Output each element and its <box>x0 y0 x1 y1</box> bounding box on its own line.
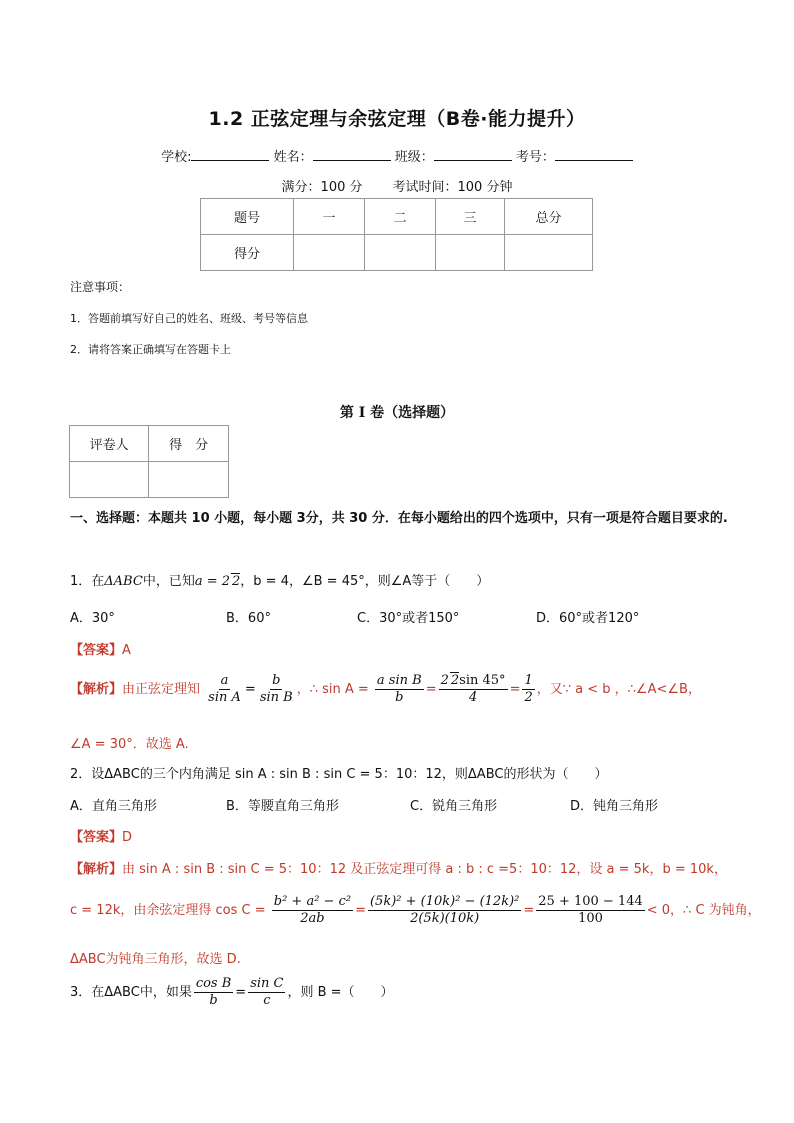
score-table-score-row <box>201 235 593 271</box>
table-cell: 得分 <box>201 235 294 271</box>
class-label: 班级： <box>394 150 434 165</box>
table-cell: 一 <box>294 199 365 235</box>
school-blank[interactable] <box>191 148 269 161</box>
reviewer-cell[interactable] <box>70 462 149 498</box>
school-label: 学校: <box>161 150 192 165</box>
option[interactable]: D．钝角三角形 <box>570 799 659 814</box>
part-heading: 一、选择题：本题共 10 小题，每小题 3分，共 30 分．在每小题给出的四个选项中，只有一项是符合题目要求的. <box>70 511 728 526</box>
table-cell: 二 <box>365 199 436 235</box>
score-cell[interactable] <box>505 235 593 271</box>
section-title: 第 I 卷（选择题） <box>339 405 455 421</box>
option[interactable]: A．30° <box>70 611 115 626</box>
fraction: $\frac{\text{sin C}}{c}$ <box>250 976 284 1008</box>
question-2-analysis: 【解析】由 sin A : sin B : sin C = 5：10：12 及正弦定理可得 a : b : c =5：10：12，设 a = 5k，b = 10k， <box>70 862 727 877</box>
fraction: $\frac{1}{2}$ <box>524 673 533 705</box>
fraction: $\frac{b}{\text{sin B}}$ <box>259 673 293 705</box>
table-cell: 三 <box>436 199 505 235</box>
note-item: 2．请将答案正确填写在答题卡上 <box>70 343 231 356</box>
option[interactable]: D．60°或者120° <box>536 611 640 626</box>
option[interactable]: B．等腰直角三角形 <box>226 799 339 814</box>
question-1-answer: 【答案】A <box>70 643 131 658</box>
option[interactable]: C．30°或者150° <box>357 611 460 626</box>
fraction: $\frac{a}{\text{sin A}}$ <box>208 673 241 705</box>
exam-time: 考试时间：100 分钟 <box>392 180 513 195</box>
note-item: 1．答题前填写好自己的姓名、班级、考号等信息 <box>70 312 308 325</box>
reviewer-label: 评卷人 <box>70 426 149 462</box>
student-info-line <box>0 146 794 165</box>
page-title: 1.2 正弦定理与余弦定理（B卷·能力提升） <box>208 108 586 130</box>
reviewer-score-cell[interactable] <box>149 462 229 498</box>
fraction: $\frac{\text{b² + a² − c²}}{2ab}$ <box>273 894 352 926</box>
exam-no-blank[interactable] <box>555 148 633 161</box>
table-cell: 总分 <box>505 199 593 235</box>
name-label: 姓名： <box>273 150 313 165</box>
fraction: $\frac{\text{(5k)² + (10k)² − (12k)²}}{2(5k)(10k)}$ <box>369 894 520 926</box>
fraction: $\frac{25 + 100 - 144}{100}$ <box>538 894 643 926</box>
notes-heading: 注意事项： <box>70 280 131 294</box>
score-cell[interactable] <box>365 235 436 271</box>
exam-no-label: 考号： <box>515 150 555 165</box>
fraction: $\frac{\text{cos B}}{b}$ <box>195 976 232 1008</box>
reviewer-table <box>69 425 229 498</box>
question-2-stem: 2．设ΔABC的三个内角满足 sin A : sin B : sin C = 5：10：12，则ΔABC的形状为（ ） <box>70 767 608 782</box>
full-score: 满分：100 分 <box>281 180 363 195</box>
question-1-analysis: 【解析】由正弦定理知 $\frac{a}{\text{sin A}}$ = $\frac{b}{\text{sin B}}$ ，∴ sin A = $\frac{\text{a sin B}}{b}$ = $\frac{2 2\sin 45^\circ}{4}$ = $\frac{1}{2}$ ，又∵ a < b ，∴∠A<∠B， <box>70 673 701 705</box>
table-cell: 题号 <box>201 199 294 235</box>
name-blank[interactable] <box>313 148 391 161</box>
score-table <box>200 198 593 271</box>
score-label: 得 分 <box>149 426 229 462</box>
question-2-answer: 【答案】D <box>70 830 133 845</box>
exam-meta <box>0 176 794 195</box>
question-3-stem: 3．在ΔABC中，如果 $\frac{\text{cos B}}{b}$ = $\frac{\text{sin C}}{c}$ ，则 B =（ ） <box>70 976 394 1008</box>
question-2-analysis-cont: c = 12k，由余弦定理得 cos C = $\frac{\text{b² + a² − c²}}{2ab}$ = $\frac{\text{(5k)² + (10k)² − (12k)²}}{2(5k)(10k)}$ = $\frac{25 + 100 - 144}{100}$ < 0，∴ C 为钝角， <box>70 894 761 926</box>
option[interactable]: C．锐角三角形 <box>410 799 498 814</box>
class-blank[interactable] <box>434 148 512 161</box>
score-table-header-row <box>201 199 593 235</box>
question-1-analysis-cont: ∠A = 30°．故选 A. <box>70 737 189 752</box>
question-1-stem: 1．在ΔABC中，已知a = 2 2，b = 4，∠B = 45°，则∠A等于（ ） <box>70 574 490 589</box>
fraction: $\frac{2 2\sin 45^\circ}{4}$ <box>440 673 506 705</box>
score-cell[interactable] <box>294 235 365 271</box>
option[interactable]: A．直角三角形 <box>70 799 157 814</box>
question-2-analysis-end: ΔABC为钝角三角形，故选 D. <box>70 952 241 967</box>
score-cell[interactable] <box>436 235 505 271</box>
option[interactable]: B．60° <box>226 611 271 626</box>
fraction: $\frac{\text{a sin B}}{b}$ <box>376 673 422 705</box>
